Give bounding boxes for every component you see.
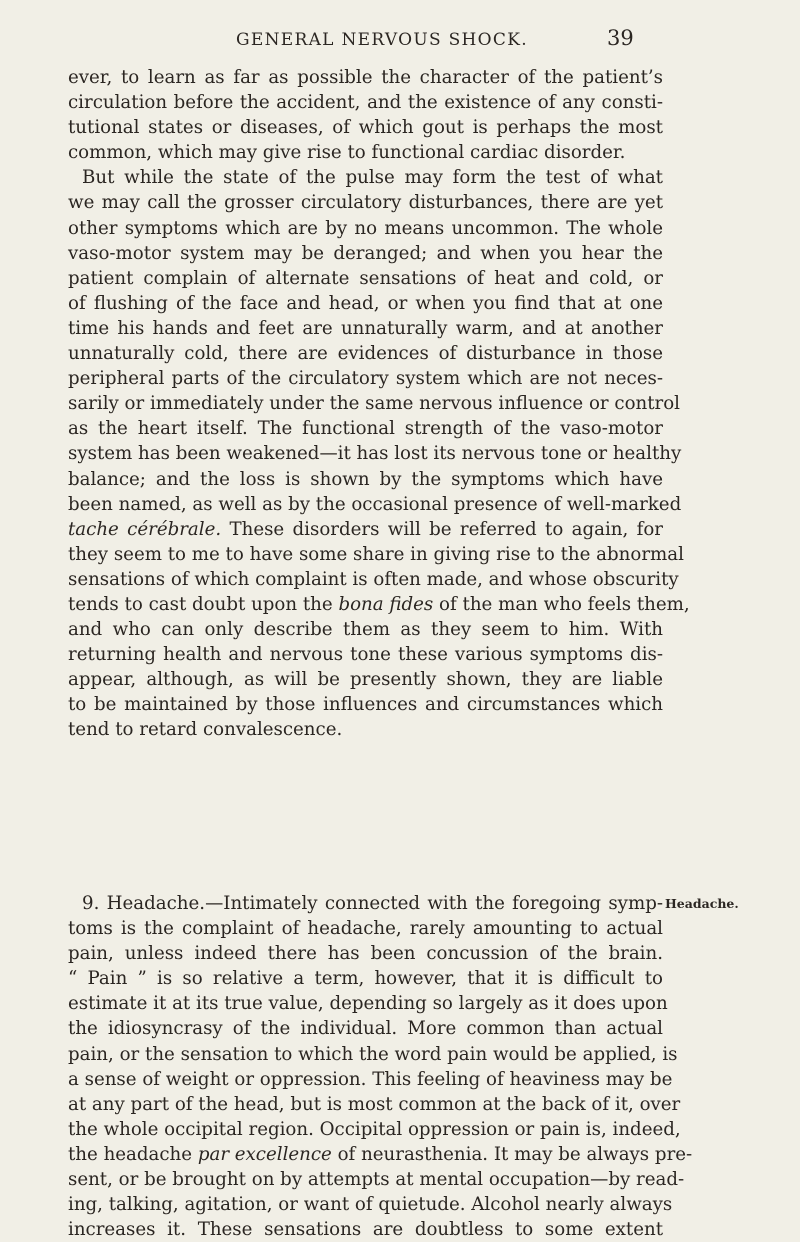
text-line: unnaturally cold, there are evidences of disturbance in those bbox=[68, 343, 663, 365]
text-line: patient complain of alternate sensations of heat and cold, or bbox=[68, 267, 663, 289]
text-line: sarily or immediately under the same nervous influence or control bbox=[68, 393, 680, 415]
text-line: returning health and nervous tone these various symptoms dis- bbox=[68, 644, 663, 666]
text-line: ever, to learn as far as possible the character of the patient’s bbox=[68, 67, 663, 88]
text-line: appear, although, as will be presently shown, they are liable bbox=[68, 669, 663, 691]
text-line: balance; and the loss is shown by the symptoms which have bbox=[68, 468, 663, 490]
text-run: of the man who feels them, bbox=[433, 593, 690, 615]
italic-phrase: par excellence bbox=[197, 1143, 332, 1165]
section-title: Headache. bbox=[106, 893, 206, 914]
text-line: vaso-motor system may be deranged; and when you hear the bbox=[68, 242, 663, 264]
text-line: common, which may give rise to functional cardiac disorder. bbox=[68, 142, 626, 164]
body-text bbox=[68, 65, 690, 743]
text-line: been named, as well as by the occasional presence of well-marked bbox=[68, 493, 682, 515]
text-line: pain, or the sensation to which the word pain would be applied, is bbox=[68, 1043, 678, 1065]
text-line bbox=[68, 517, 663, 542]
text-line: sensations of which complaint is often made, and whose obscurity bbox=[68, 568, 679, 590]
text-line: circulation before the accident, and the existence of any consti- bbox=[68, 92, 663, 114]
text-line: peripheral parts of the circulatory system which are not neces- bbox=[68, 368, 663, 390]
section-number: 9. bbox=[82, 893, 100, 914]
text-run: the headache bbox=[68, 1143, 198, 1165]
text-line: they seem to me to have some share in giving rise to the abnormal bbox=[68, 543, 684, 565]
text-line: estimate it at its true value, depending so largely as it does upon bbox=[68, 993, 668, 1015]
margin-note: Headache. bbox=[665, 896, 739, 911]
text-line: the idiosyncrasy of the individual. More common than actual bbox=[68, 1018, 663, 1040]
text-line: increases it. These sensations are doubtless to some extent bbox=[68, 1219, 663, 1241]
text-run: These disorders will be referred to again, for bbox=[221, 518, 663, 540]
text-line: to be maintained by those influences and circumstances which bbox=[68, 694, 663, 716]
text-line: other symptoms which are by no means uncommon. The whole bbox=[68, 217, 663, 239]
text-line: as the heart itself. The functional strength of the vaso-motor bbox=[68, 418, 663, 440]
text-line: the whole occipital region. Occipital oppression or pain is, indeed, bbox=[68, 1118, 681, 1140]
text-line: “ Pain ” is so relative a term, however, that it is difficult to bbox=[68, 968, 663, 990]
text-line: sent, or be brought on by attempts at mental occupation—by read- bbox=[68, 1169, 685, 1191]
text-line: pain, unless indeed there has been concussion of the brain. bbox=[68, 943, 663, 965]
section-9-text bbox=[68, 891, 693, 1242]
page-number: 39 bbox=[607, 26, 634, 50]
text-line: a sense of weight or oppression. This feeling of heaviness may be bbox=[68, 1068, 673, 1090]
running-head: GENERAL NERVOUS SHOCK. bbox=[236, 30, 528, 50]
text-line: system has been weakened—it has lost its nervous tone or healthy bbox=[68, 443, 682, 465]
text-line bbox=[68, 1142, 693, 1167]
italic-phrase: bona fides bbox=[338, 593, 434, 615]
italic-phrase: tache cérébrale. bbox=[68, 518, 222, 540]
text-line: at any part of the head, but is most common at the back of it, over bbox=[68, 1093, 681, 1115]
text-line: time his hands and feet are unnaturally warm, and at another bbox=[68, 317, 663, 339]
text-line: we may call the grosser circulatory disturbances, there are yet bbox=[68, 192, 663, 214]
text-line bbox=[68, 891, 663, 916]
text-line: tend to retard convalescence. bbox=[68, 719, 343, 741]
text-line: toms is the complaint of headache, rarely amounting to actual bbox=[68, 918, 663, 940]
text-run: of neurasthenia. It may be always pre- bbox=[331, 1143, 693, 1165]
text-line: of flushing of the face and head, or when you find that at one bbox=[68, 292, 663, 314]
text-line bbox=[68, 592, 690, 617]
text-line: tutional states or diseases, of which gout is perhaps the most bbox=[68, 117, 663, 139]
text-run: tends to cast doubt upon the bbox=[68, 593, 339, 615]
text-line: and who can only describe them as they seem to him. With bbox=[68, 619, 663, 641]
text-line: But while the state of the pulse may form the test of what bbox=[82, 167, 663, 189]
text-line: ing, talking, agitation, or want of quietude. Alcohol nearly always bbox=[68, 1194, 673, 1216]
text-run: —Intimately connected with the foregoing symp- bbox=[205, 893, 663, 914]
